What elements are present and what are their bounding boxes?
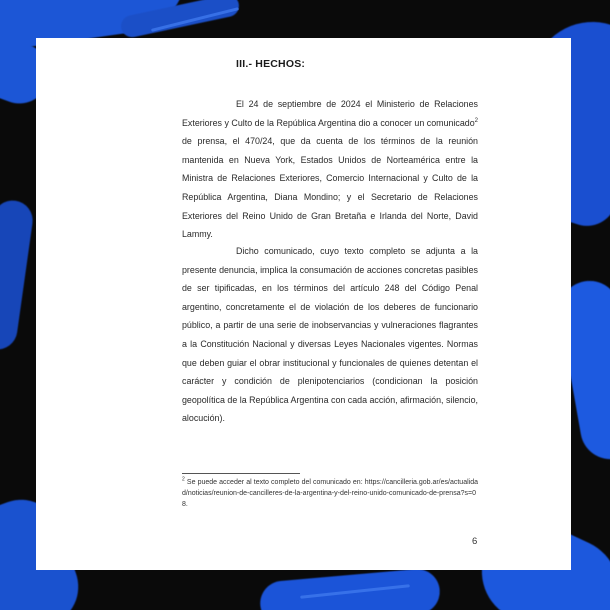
footnote-separator bbox=[182, 473, 300, 474]
blue-brush-stroke bbox=[0, 198, 35, 352]
paragraph-2-text: Dicho comunicado, cuyo texto completo se adjunta a la presente denuncia, implica la consumación de acciones concretas pasibles de ser tipificadas, en los términos del artículo 248 del Código Penal argentino, concretamente el de violación de los deberes de funcionario público, a partir de una serie de inobservancias y vulneraciones flagrantes a la Constitución Nacional y diversas Leyes Nacionales vigentes. Normas que deben guiar el obrar institucional y funcionales de quienes detentan el carácter y condición de plenipotenciarios (condicionan la posición geopolítica de la República Argentina con cada acción, afirmación, silencio, alocución). bbox=[182, 246, 479, 424]
section-heading: III.- HECHOS: bbox=[236, 58, 306, 70]
paragraph-1-text-a: El 24 de septiembre de 2024 el Ministerio de Relaciones Exteriores y Culto de la República Argentina dio a conocer un comunicado bbox=[182, 99, 478, 128]
footnote-number: 2 bbox=[182, 476, 185, 483]
footnote-reference: 2 bbox=[474, 117, 478, 124]
footnote-text: Se puede acceder al texto completo del comunicado en: https://cancilleria.gob.ar/es/actualidad/noticias/reunion-de-cancilleres-de-la-argentina-y-del-reino-unido-comunicado-de-prensa?s=08. bbox=[182, 479, 478, 508]
footnote bbox=[182, 477, 478, 510]
paragraph-1-text-b: de prensa, el 470/24, que da cuenta de los términos de la reunión mantenida en Nueva York, Estados Unidos de Norteamérica entre la Ministra de Relaciones Exteriores, Comercio Internacional y Culto de la República Argentina, Diana Mondino; y el Secretario de Relaciones Exteriores del Reino Unido de Gran Bretaña e Irlanda del Norte, David Lammy. bbox=[182, 136, 478, 240]
paragraph-facts-2 bbox=[182, 242, 478, 428]
document-page bbox=[36, 38, 571, 570]
paragraph-facts-1 bbox=[182, 95, 478, 244]
page-number: 6 bbox=[472, 536, 478, 547]
blue-brush-stroke bbox=[258, 567, 441, 610]
